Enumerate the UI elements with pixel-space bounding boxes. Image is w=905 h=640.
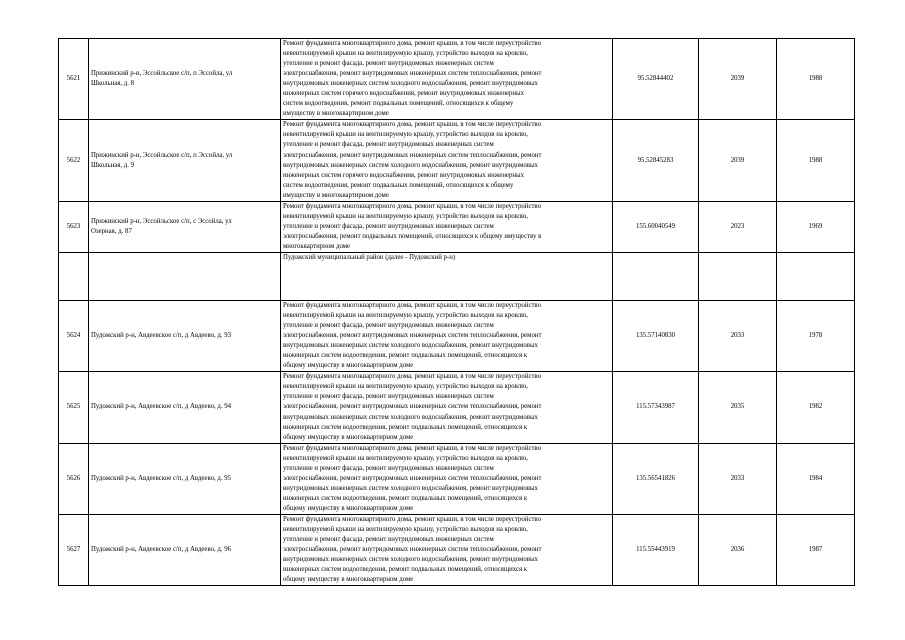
house-address: Прижинский р-н, Эссойльское с/п, п Эссойла, ул Школьная, д. 8 (89, 39, 281, 120)
table-row (59, 39, 855, 120)
area-value: 115.55443919 (613, 514, 699, 585)
section-empty-cell (59, 252, 89, 300)
build-year: 1988 (777, 120, 855, 201)
table-row (59, 201, 855, 252)
build-year: 1984 (777, 443, 855, 514)
house-address: Пудожский р-н, Авдеевское с/п, д Авдеево, д. 95 (89, 443, 281, 514)
repair-works-list: Ремонт фундамента многоквартирного дома, ремонт крыши, в том числе переустройство невентилируемой крыши на вентилируемую крышу, устройство выходов на кровлю, утепление и ремонт фасада, ремонт внутридомовых инженерных систем электроснабжения, ремонт внутридомовых инженерных систем теплоснабжения, ремонт внутридомовых инженерных систем холодного водоснабжения, ремонт внутридомовых инженерных систем водоотведения, ремонт подвальных помещений, относящихся к общему имуществу в многоквартирном доме (281, 372, 613, 443)
area-value: 135.56541826 (613, 443, 699, 514)
repair-works-list: Ремонт фундамента многоквартирного дома, ремонт крыши, в том числе переустройство невентилируемой крыши на вентилируемую крышу, устройство выходов на кровлю, утепление и ремонт фасада, ремонт внутридомовых инженерных систем электроснабжения, ремонт внутридомовых инженерных систем теплоснабжения, ремонт внутридомовых инженерных систем холодного водоснабжения, ремонт внутридомовых инженерных систем горячего водоснабжения, ремонт внутридомовых инженерных систем водоотведения, ремонт подвальных помещений, относящихся к общему имуществу в многоквартирном доме (281, 39, 613, 120)
house-address: Пудожский р-н, Авдеевское с/п, д Авдеево, д. 94 (89, 372, 281, 443)
row-number: 5626 (59, 443, 89, 514)
area-value: 155.60040549 (613, 201, 699, 252)
table-row (59, 514, 855, 585)
row-number: 5622 (59, 120, 89, 201)
house-address: Прижинский р-н, Эссойльское с/п, с Эссойла, ул Озерная, д. 87 (89, 201, 281, 252)
build-year: 1987 (777, 514, 855, 585)
area-value: 95.52845283 (613, 120, 699, 201)
section-empty-cell (777, 252, 855, 300)
table-row (59, 443, 855, 514)
section-row (59, 252, 855, 300)
row-number: 5627 (59, 514, 89, 585)
section-empty-cell (699, 252, 777, 300)
house-address: Пудожский р-н, Авдеевское с/п, д Авдеево, д. 93 (89, 300, 281, 371)
table-row (59, 300, 855, 371)
house-address: Прижинский р-н, Эссойльское с/п, п Эссойла, ул Школьная, д. 9 (89, 120, 281, 201)
area-value: 135.57140830 (613, 300, 699, 371)
area-value: 95.52844402 (613, 39, 699, 120)
row-number: 5621 (59, 39, 89, 120)
repair-works-list: Ремонт фундамента многоквартирного дома, ремонт крыши, в том числе переустройство невентилируемой крыши на вентилируемую крышу, устройство выходов на кровлю, утепление и ремонт фасада, ремонт внутридомовых инженерных систем электроснабжения, ремонт внутридомовых инженерных систем теплоснабжения, ремонт внутридомовых инженерных систем холодного водоснабжения, ремонт внутридомовых инженерных систем горячего водоснабжения, ремонт внутридомовых инженерных систем водоотведения, ремонт подвальных помещений, относящихся к общему имуществу в многоквартирном доме (281, 120, 613, 201)
planned-year: 2039 (699, 120, 777, 201)
build-year: 1988 (777, 39, 855, 120)
planned-year: 2036 (699, 514, 777, 585)
repair-works-list: Ремонт фундамента многоквартирного дома, ремонт крыши, в том числе переустройство невентилируемой крыши на вентилируемую крышу, устройство выходов на кровлю, утепление и ремонт фасада, ремонт внутридомовых инженерных систем электроснабжения, ремонт подвальных помещений, относящихся к общему имуществу в многоквартирном доме (281, 201, 613, 252)
area-value: 115.57343987 (613, 372, 699, 443)
row-number: 5625 (59, 372, 89, 443)
planned-year: 2023 (699, 201, 777, 252)
capital-repair-register-table (58, 38, 855, 586)
build-year: 1969 (777, 201, 855, 252)
row-number: 5623 (59, 201, 89, 252)
row-number: 5624 (59, 300, 89, 371)
repair-works-list: Ремонт фундамента многоквартирного дома, ремонт крыши, в том числе переустройство невентилируемой крыши на вентилируемую крышу, устройство выходов на кровлю, утепление и ремонт фасада, ремонт внутридомовых инженерных систем электроснабжения, ремонт внутридомовых инженерных систем теплоснабжения, ремонт внутридомовых инженерных систем холодного водоснабжения, ремонт внутридомовых инженерных систем водоотведения, ремонт подвальных помещений, относящихся к общему имуществу в многоквартирном доме (281, 443, 613, 514)
planned-year: 2033 (699, 300, 777, 371)
planned-year: 2039 (699, 39, 777, 120)
section-empty-cell (89, 252, 281, 300)
planned-year: 2035 (699, 372, 777, 443)
build-year: 1978 (777, 300, 855, 371)
planned-year: 2033 (699, 443, 777, 514)
repair-works-list: Ремонт фундамента многоквартирного дома, ремонт крыши, в том числе переустройство невентилируемой крыши на вентилируемую крышу, устройство выходов на кровлю, утепление и ремонт фасада, ремонт внутридомовых инженерных систем электроснабжения, ремонт внутридомовых инженерных систем теплоснабжения, ремонт внутридомовых инженерных систем холодного водоснабжения, ремонт внутридомовых инженерных систем водоотведения, ремонт подвальных помещений, относящихся к общему имуществу в многоквартирном доме (281, 300, 613, 371)
house-address: Пудожский р-н, Авдеевское с/п, д Авдеево, д. 96 (89, 514, 281, 585)
section-title: Пудожский муниципальный район (далее - Пудожский р-н) (281, 252, 613, 300)
repair-works-list: Ремонт фундамента многоквартирного дома, ремонт крыши, в том числе переустройство невентилируемой крыши на вентилируемую крышу, устройство выходов на кровлю, утепление и ремонт фасада, ремонт внутридомовых инженерных систем электроснабжения, ремонт внутридомовых инженерных систем теплоснабжения, ремонт внутридомовых инженерных систем холодного водоснабжения, ремонт внутридомовых инженерных систем водоотведения, ремонт подвальных помещений, относящихся к общему имуществу в многоквартирном доме (281, 514, 613, 585)
section-empty-cell (613, 252, 699, 300)
table-row (59, 372, 855, 443)
table-row (59, 120, 855, 201)
build-year: 1982 (777, 372, 855, 443)
